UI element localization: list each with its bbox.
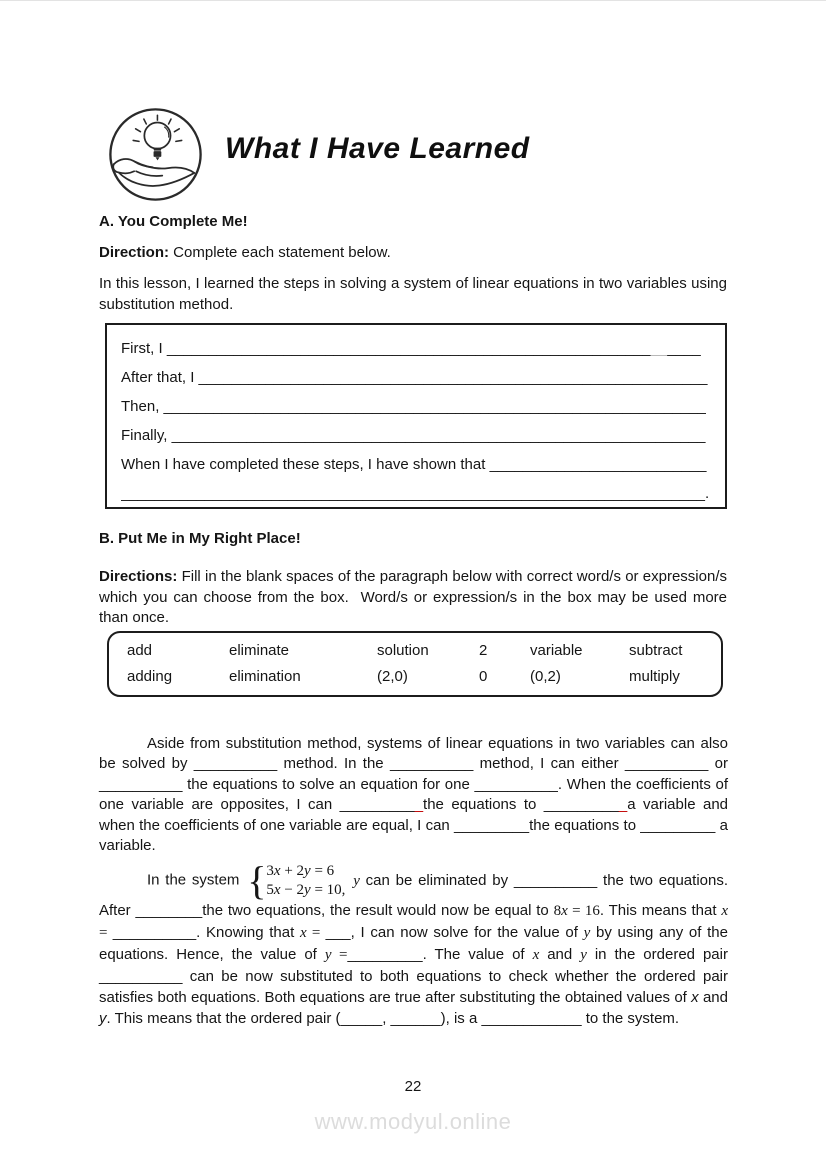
word-bank-item: 0 — [479, 668, 488, 685]
directions-label: Directions: — [99, 568, 178, 585]
curly-brace: { — [247, 857, 267, 903]
text-segment: y — [304, 881, 311, 898]
text-segment: First, I — [121, 340, 167, 357]
text-segment: Then, — [121, 398, 164, 415]
text-segment: . This means that the ordered pair (_____, ______), is a ____________ to the system. — [106, 1009, 680, 1027]
text-segment: 5 — [266, 881, 274, 898]
paragraph-elimination-method — [99, 734, 728, 856]
text-segment: y — [99, 1009, 107, 1027]
completion-box — [105, 323, 727, 509]
word-bank-row — [127, 668, 715, 685]
text-segment: by using any of the equations. Hence, the value of — [99, 923, 728, 963]
directions-text: Fill in the blank spaces of the paragraph below with correct word/s or expression/s which you can choose from the box. Word/s or expression/s in the box may be used more than once. — [99, 568, 727, 626]
word-bank-item: variable — [530, 642, 583, 659]
text-segment: y — [580, 946, 587, 963]
equation-1 — [266, 862, 345, 881]
direction-text: Complete each statement below. — [169, 244, 391, 261]
watermark: www.modyul.online — [314, 1109, 512, 1134]
text-segment: x — [721, 902, 728, 919]
text-segment: a variable and when the coefficients of one variable are equal, I can _________the equations to _________ a variable. — [99, 796, 729, 855]
text-segment: __________________________ — [489, 456, 707, 473]
fill-in-line — [121, 392, 711, 421]
fill-in-line — [121, 334, 711, 363]
para2-body — [99, 872, 728, 1027]
text-segment: _________________________________________________________________ — [163, 398, 706, 415]
text-segment: ______________________________________________________________________ — [121, 485, 705, 502]
text-segment: = 6 — [310, 863, 335, 879]
word-bank-item: eliminate — [229, 642, 290, 659]
text-segment: and — [539, 945, 581, 963]
text-segment: the two equations, the result would now be equal to — [202, 901, 554, 919]
word-bank-item: add — [127, 642, 153, 659]
text-segment: _ — [414, 796, 424, 814]
text-segment: y — [304, 863, 311, 879]
page-title: What I Have Learned — [225, 132, 530, 165]
text-segment: = 10, — [310, 881, 346, 898]
word-bank-item: multiply — [629, 668, 680, 685]
text-segment: When I have completed these steps, I have shown that — [121, 456, 490, 473]
text-segment: ___, I can now solve for the value of — [325, 923, 584, 941]
text-segment: ____ — [667, 340, 701, 357]
text-segment: After that, I — [121, 369, 199, 386]
word-bank-item: (2,0) — [377, 668, 408, 685]
hand-holding-lightbulb-icon — [106, 106, 205, 203]
text-segment: _____________________________________________________________ — [198, 369, 708, 386]
text-segment: can be eliminated by __________ the two equations. After ________ — [99, 871, 729, 919]
text-segment: x — [273, 863, 281, 879]
word-bank-item: solution — [377, 642, 429, 659]
equations-stack — [266, 862, 345, 900]
text-segment: = 16 — [567, 902, 600, 919]
text-segment: Finally, — [121, 427, 172, 444]
text-segment: 8 — [553, 902, 562, 919]
text-segment: + 2 — [280, 863, 305, 879]
section-a-heading: A. You Complete Me! — [99, 213, 248, 230]
text-segment: in the ordered pair __________ can be now substituted to both equations to check whether the ordered pair satisfies both equations. Both equations are true after substituting the obtained values of — [99, 945, 728, 1006]
direction-label: Direction: — [99, 244, 170, 261]
text-segment: y — [583, 924, 591, 941]
fill-in-line — [121, 479, 711, 508]
text-segment: y — [324, 946, 332, 963]
word-bank-item: subtract — [629, 642, 683, 659]
text-segment: __________. Knowing that — [112, 923, 300, 941]
word-bank-item: elimination — [229, 668, 301, 685]
equation-2 — [266, 881, 345, 900]
text-segment: Aside from substitution method, systems of linear equations in two variables can also be solved by __________ method. In the __________ method, I can either __________ or __________ the equations to solve an equation for one __________. When the coefficients of one variable are opposites, I can _________ — [99, 735, 728, 814]
fill-in-line — [121, 363, 711, 392]
text-segment: x — [299, 924, 307, 941]
word-bank-item: (0,2) — [530, 668, 561, 685]
text-segment: and — [698, 988, 728, 1006]
section-a-intro: In this lesson, I learned the steps in solving a system of linear equations in two variables using substitution method. — [99, 275, 727, 313]
paragraph-system-example — [99, 857, 729, 1029]
text-segment: = — [306, 924, 326, 941]
text-segment: 3 — [266, 863, 274, 879]
text-segment: . This means that — [599, 901, 722, 919]
para2-lead: In the system — [147, 871, 246, 889]
text-segment: ________________________________________________________________ — [171, 427, 706, 444]
text-segment: = — [331, 946, 348, 963]
section-a-direction — [99, 244, 727, 261]
text-segment: x — [691, 988, 699, 1006]
word-bank — [107, 631, 723, 697]
text-segment: − 2 — [280, 881, 305, 898]
text-segment: x — [561, 902, 568, 919]
page-number: 22 — [404, 1078, 422, 1095]
section-b-heading: B. Put Me in My Right Place! — [99, 530, 301, 547]
section-b-directions — [99, 567, 727, 629]
fill-in-line — [121, 450, 711, 479]
word-bank-item: 2 — [479, 642, 488, 659]
text-segment: __ — [650, 340, 668, 357]
word-bank-row — [127, 642, 715, 659]
text-segment: _ — [618, 796, 628, 814]
text-segment: __________________________________________________________ — [166, 340, 651, 357]
text-segment: _________. The value of — [347, 945, 533, 963]
text-segment: x — [532, 946, 540, 963]
text-segment: the equations to _________ — [423, 796, 619, 814]
text-segment: y — [353, 872, 360, 889]
fill-in-line — [121, 421, 711, 450]
text-segment: . — [704, 485, 710, 502]
text-segment: x — [273, 881, 281, 898]
system-of-equations — [247, 857, 346, 903]
word-bank-item: adding — [127, 668, 173, 685]
text-segment: = — [99, 924, 113, 941]
